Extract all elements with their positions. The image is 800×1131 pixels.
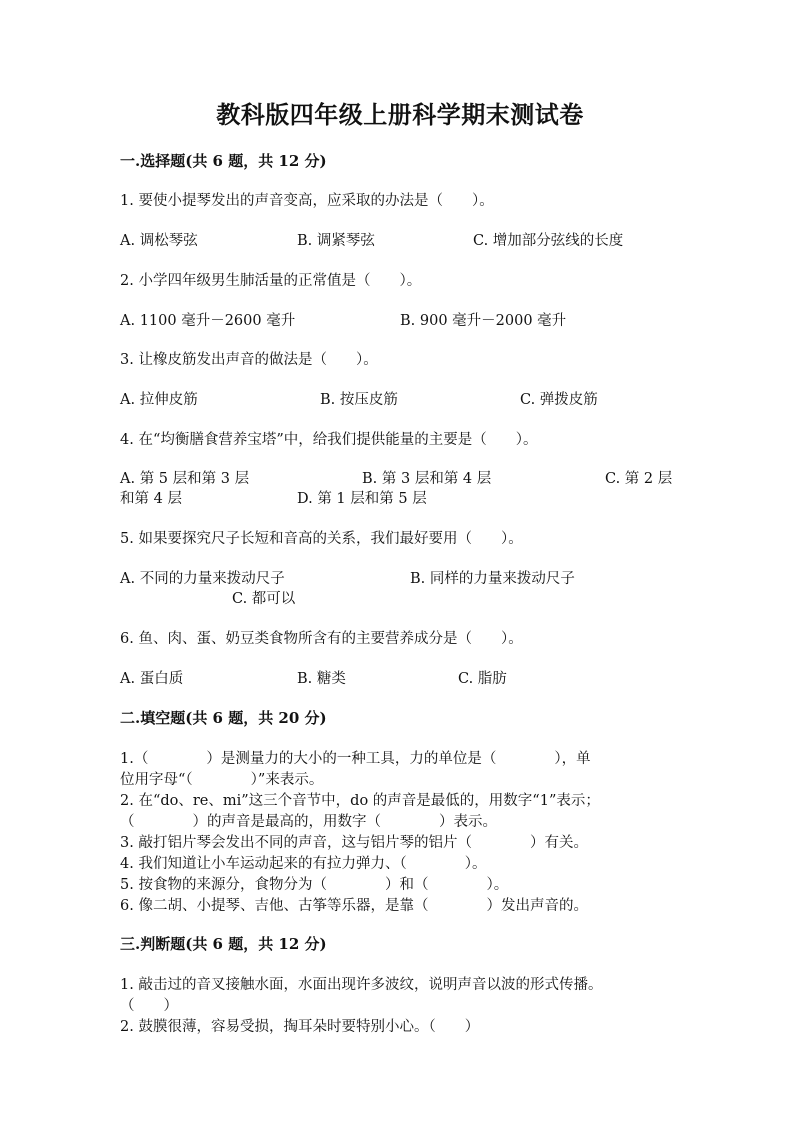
fill-line: 位用字母“（ ）”来表示。 — [120, 772, 324, 788]
option: C. 增加部分弦线的长度 — [473, 233, 624, 249]
fill-line: （ ）的声音是最高的，用数字（ ）表示。 — [120, 814, 497, 830]
option: B. 第 3 层和第 4 层 — [362, 471, 492, 487]
page-title: 教科版四年级上册科学期末测试卷 — [216, 100, 584, 129]
section-heading-fill: 二.填空题(共 6 题，共 20 分) — [120, 709, 327, 727]
judge-line: 2. 鼓膜很薄，容易受损，掏耳朵时要特别小心。（ ） — [120, 1019, 480, 1035]
option: A. 1100 毫升－2600 毫升 — [120, 313, 296, 329]
option: B. 同样的力量来拨动尺子 — [410, 571, 575, 587]
question-text: 2. 小学四年级男生肺活量的正常值是（ ）。 — [120, 273, 422, 289]
fill-line: 4. 我们知道让小车运动起来的有拉力弹力、（ ）。 — [120, 856, 487, 872]
section-heading-choice: 一.选择题(共 6 题，共 12 分) — [120, 152, 327, 170]
question-text: 3. 让橡皮筋发出声音的做法是（ ）。 — [120, 352, 378, 368]
judge-line: 1. 敲击过的音叉接触水面，水面出现许多波纹，说明声音以波的形式传播。 — [120, 977, 603, 993]
judge-line: （ ） — [120, 998, 178, 1014]
option: D. 第 1 层和第 5 层 — [297, 491, 427, 507]
option-continuation: 和第 4 层 — [120, 491, 182, 507]
option: A. 蛋白质 — [120, 671, 184, 687]
question-text: 1. 要使小提琴发出的声音变高，应采取的办法是（ ）。 — [120, 193, 494, 209]
fill-line: 3. 敲打铝片琴会发出不同的声音，这与铝片琴的铝片（ ）有关。 — [120, 835, 588, 851]
fill-line: 1.（ ）是测量力的大小的一种工具，力的单位是（ ），单 — [120, 751, 591, 767]
option: B. 按压皮筋 — [320, 392, 398, 408]
option: A. 拉伸皮筋 — [120, 392, 198, 408]
question-text: 6. 鱼、肉、蛋、奶豆类食物所含有的主要营养成分是（ ）。 — [120, 631, 523, 647]
option: C. 脂肪 — [458, 671, 507, 687]
option: C. 第 2 层 — [605, 471, 673, 487]
fill-line: 2. 在“do、re、mi”这三个音节中，do 的声音是最低的，用数字“1”表示； — [120, 793, 600, 809]
option: B. 糖类 — [297, 671, 346, 687]
option: A. 调松琴弦 — [120, 233, 198, 249]
section-heading-judge: 三.判断题(共 6 题，共 12 分) — [120, 935, 327, 953]
option: C. 都可以 — [232, 591, 296, 607]
option: A. 第 5 层和第 3 层 — [120, 471, 250, 487]
option: B. 调紧琴弦 — [297, 233, 375, 249]
option: A. 不同的力量来拨动尺子 — [120, 571, 285, 587]
question-text: 5. 如果要探究尺子长短和音高的关系，我们最好要用（ ）。 — [120, 531, 523, 547]
option: B. 900 毫升－2000 毫升 — [400, 313, 567, 329]
question-text: 4. 在“均衡膳食营养宝塔”中，给我们提供能量的主要是（ ）。 — [120, 432, 538, 448]
fill-line: 6. 像二胡、小提琴、吉他、古筝等乐器，是靠（ ）发出声音的。 — [120, 898, 588, 914]
fill-line: 5. 按食物的来源分，食物分为（ ）和（ ）。 — [120, 877, 509, 893]
option: C. 弹拨皮筋 — [520, 392, 598, 408]
